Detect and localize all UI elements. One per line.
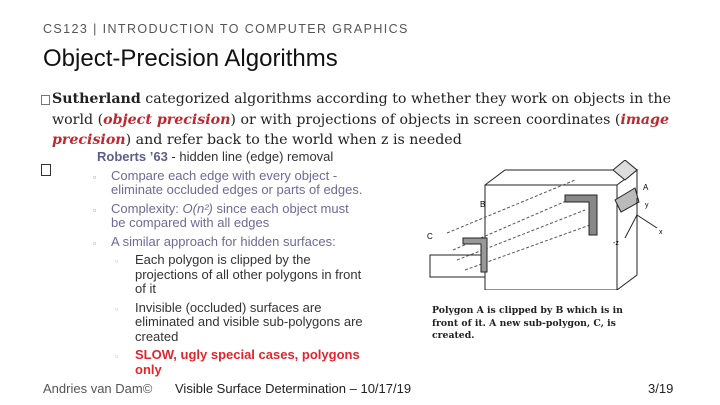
sub-list-item [115,348,365,377]
bullet-icon: ▫ [93,171,97,182]
main-bullet [52,89,672,151]
sutherland-name: Sutherland [52,91,141,107]
sub-list-item [115,253,365,297]
projection-lines [447,180,590,270]
image-precision-term: image precision [52,111,669,148]
label-c: C [427,232,433,241]
list-item-text: Compare each edge with every object - eliminate occluded edges or parts of edges. [111,167,363,197]
course-header: CS123 | INTRODUCTION TO COMPUTER GRAPHICS [43,22,409,36]
box-edges [485,170,637,290]
list-item [93,169,365,198]
bullet-box-icon [41,95,50,105]
label-y: y [645,202,649,209]
z-axis [625,215,637,238]
complexity-equation: O(n²) [182,200,213,216]
complexity-pre: Complexity: [111,200,183,216]
label-a: A [643,183,649,192]
list-item [93,235,365,250]
bullet-icon: ▫ [115,351,119,361]
sub-list-item-text: Invisible (occluded) surfaces are eliminated and visible sub-polygons are created [135,299,363,344]
page-number: 3/19 [648,381,674,396]
slide-title: Object-Precision Algorithms [43,45,338,72]
roberts-content [75,150,365,381]
label-z: -z [613,240,619,247]
bullet-icon: ▫ [93,237,97,248]
roberts-name: Roberts ’63 [97,149,168,164]
top-triangle [613,160,637,180]
footer-author: Andries van Dam© [43,381,153,396]
list-item-text: A similar approach for hidden surfaces: [111,233,336,249]
label-b: B [480,200,486,209]
polygon-b [565,195,597,235]
bullet-icon: ▫ [115,256,119,266]
list-item [93,202,365,231]
main-text-3: ) and refer back to the world when z is needed [125,132,462,148]
x-axis [637,215,657,228]
bullet-icon: ▫ [93,204,97,215]
sub-list-item-text: SLOW, ugly special cases, polygons only [135,347,360,377]
figure-caption: Polygon A is clipped by B which is in front of it. A new sub-polygon, C, is created. [432,305,623,341]
roberts-rest: - hidden line (edge) removal [167,149,334,164]
sub-bullet-box-icon [41,164,51,176]
label-x: x [659,229,663,236]
sub-list-item-text: Each polygon is clipped by the projections of all other polygons in front of it [135,252,362,296]
roberts-heading [75,150,365,165]
main-text-2: ) or with projections of objects in screen coordinates ( [230,111,621,128]
main-text-1: categorized algorithms according to whether they work on objects in the world ( [52,91,671,128]
footer-title: Visible Surface Determination – 10/17/19 [175,381,412,396]
bullet-icon: ▫ [115,303,119,314]
object-precision-term: object precision [103,111,231,128]
sub-list-item [115,301,365,345]
polygon-a [615,188,639,212]
clipping-figure [425,160,685,290]
complexity-post: since each object must be compared with all edges [111,200,349,230]
